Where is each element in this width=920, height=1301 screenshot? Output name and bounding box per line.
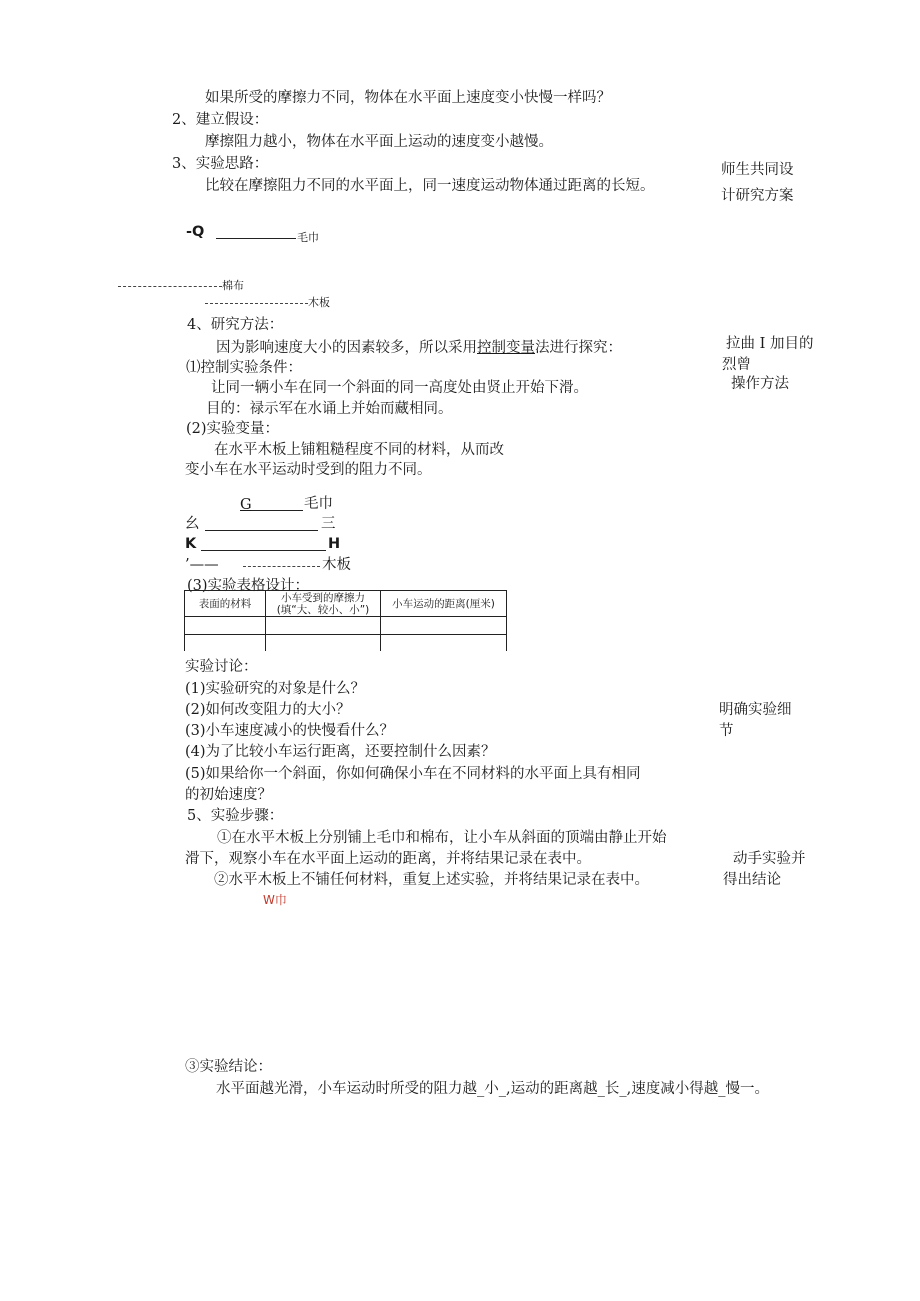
discussion-heading: 实验讨论： [185,659,258,675]
diagram2-san: 三 [321,516,336,532]
method-text-b: 法进行探究： [535,340,622,356]
side-note-a1: 师生共同设 [721,162,794,178]
side-note-c2: 节 [719,723,734,739]
diagram1-cotton-label: 棉布 [222,279,244,292]
discussion-q1: (1)实验研究的对象是什么？ [185,681,366,697]
method-text [216,339,622,357]
conclusion-a: 水平面越光滑，小车运动时所受的阻力越 [216,1081,477,1097]
side-note-d2: 得出结论 [723,872,781,888]
diagram2-line-3 [201,550,326,551]
conclusion-text: 水平面越光滑，小车运动时所受的阻力越_小_,运动的距离越_长_,速度减小得越_慢一。 [216,1081,769,1097]
conclusion-c: 运动的距离越 [510,1081,598,1097]
heading-hypothesis: 2、建立假设： [172,112,269,128]
condition-text: 让同一辆小车在同一个斜面的同一高度处由贤止开始下滑。 [211,380,588,396]
method-text-a: 因为影响速度大小的因素较多，所以采用 [216,340,477,356]
conclusion-d: 速度减小得越 [631,1081,719,1097]
variable-text-2: 变小车在水平运动时受到的阻力不同。 [185,462,432,478]
conclusion-blank-1: 小 [484,1081,499,1097]
discussion-q3: (3)小车速度减小的快慢看什么？ [185,723,395,739]
table-header-distance: 小车运动的距离(厘米) [381,591,507,617]
step2-text: ②水平木板上不铺任何材料，重复上述实验，并将结果记录在表中。 [214,872,649,888]
table-header-material: 表面的材料 [185,591,266,617]
step1-text-cont: 滑下，观察小车在水平面上运动的距离，并将结果记录在表中。 [185,851,591,867]
experiment-table [184,590,507,651]
side-note-d1: 动手实验并 [733,851,806,867]
diagram2-k: K [185,536,197,552]
table-cell [185,635,266,652]
discussion-q5-cont: 的初始速度？ [185,787,272,803]
diagram1-board-line [205,303,308,304]
discussion-q5: (5)如果给你一个斜面，你如何确保小车在不同材料的水平面上具有相同 [185,766,641,782]
table-header-friction: 小车受到的摩擦力(填“大、较小、小”) [266,591,381,617]
step1-text: ①在水平木板上分别铺上毛巾和棉布，让小车从斜面的顶端由静止开始 [217,830,667,846]
table-cell [381,617,507,635]
step3-heading: ③实验结论： [185,1059,272,1075]
table-cell [266,617,381,635]
diagram2-yao: 幺 [185,516,200,532]
table-cell [381,635,507,652]
diagram1-cotton-line [118,286,222,287]
variable-text-1: 在水平木板上铺粗糙程度不同的材料，从而改 [214,442,504,458]
side-note-b2: 烈曾 [722,357,751,373]
diagram2-towel-label: 毛巾 [304,496,333,512]
table-row [185,617,507,635]
side-note-a2: 计研究方案 [721,188,794,204]
discussion-q2: (2)如何改变阻力的大小？ [185,702,351,718]
red-label: W巾 [263,893,287,907]
diagram2-board-line [243,566,320,567]
side-note-c1: 明确实验细 [719,702,792,718]
conclusion-blank-2: 长 [604,1081,620,1097]
heading-idea: 3、实验思路： [172,156,269,172]
table-row [185,635,507,652]
diagram2-line-2 [205,530,318,531]
conclusion-blank-3: 慢 [725,1081,740,1097]
diagram1-board-label: 木板 [308,296,330,309]
idea-text: 比较在摩擦阻力不同的水平面上，同一速度运动物体通过距离的长短。 [205,178,655,194]
side-note-b3: 操作方法 [731,376,789,392]
conclusion-e: 一。 [739,1081,769,1097]
table-heading: (3)实验表格设计： [187,578,310,594]
diagram2-board-label: 木板 [322,557,351,573]
variable-heading: (2)实验变量： [186,421,280,437]
condition-purpose: 目的：禄示军在水诵上并始而藏相同。 [206,401,453,417]
discussion-q4: (4)为了比较小车运行距离，还要控制什么因素？ [185,744,496,760]
diagram2-tick: ’—— [185,557,219,573]
table-header-row [185,591,507,617]
condition-heading: ⑴控制实验条件： [186,360,302,376]
diagram1-towel-line [216,238,296,239]
method-underlined: 控制变量 [477,340,535,356]
diagram2-h: H [328,536,341,552]
diagram2-g: G [240,497,252,513]
diagram2-towel-line [251,510,303,511]
table-cell [185,617,266,635]
table-cell [266,635,381,652]
heading-steps: 5、实验步骤： [187,808,284,824]
diagram1-left-mark: -Q [186,224,205,240]
question-friction: 如果所受的摩擦力不同，物体在水平面上速度变小快慢一样吗？ [205,90,611,106]
diagram1-towel-label: 毛巾 [297,231,319,244]
heading-method: 4、研究方法： [187,317,284,333]
hypothesis-text: 摩擦阻力越小，物体在水平面上运动的速度变小越慢。 [205,134,553,150]
side-note-b1: 拉曲 I 加目的 [726,336,814,352]
